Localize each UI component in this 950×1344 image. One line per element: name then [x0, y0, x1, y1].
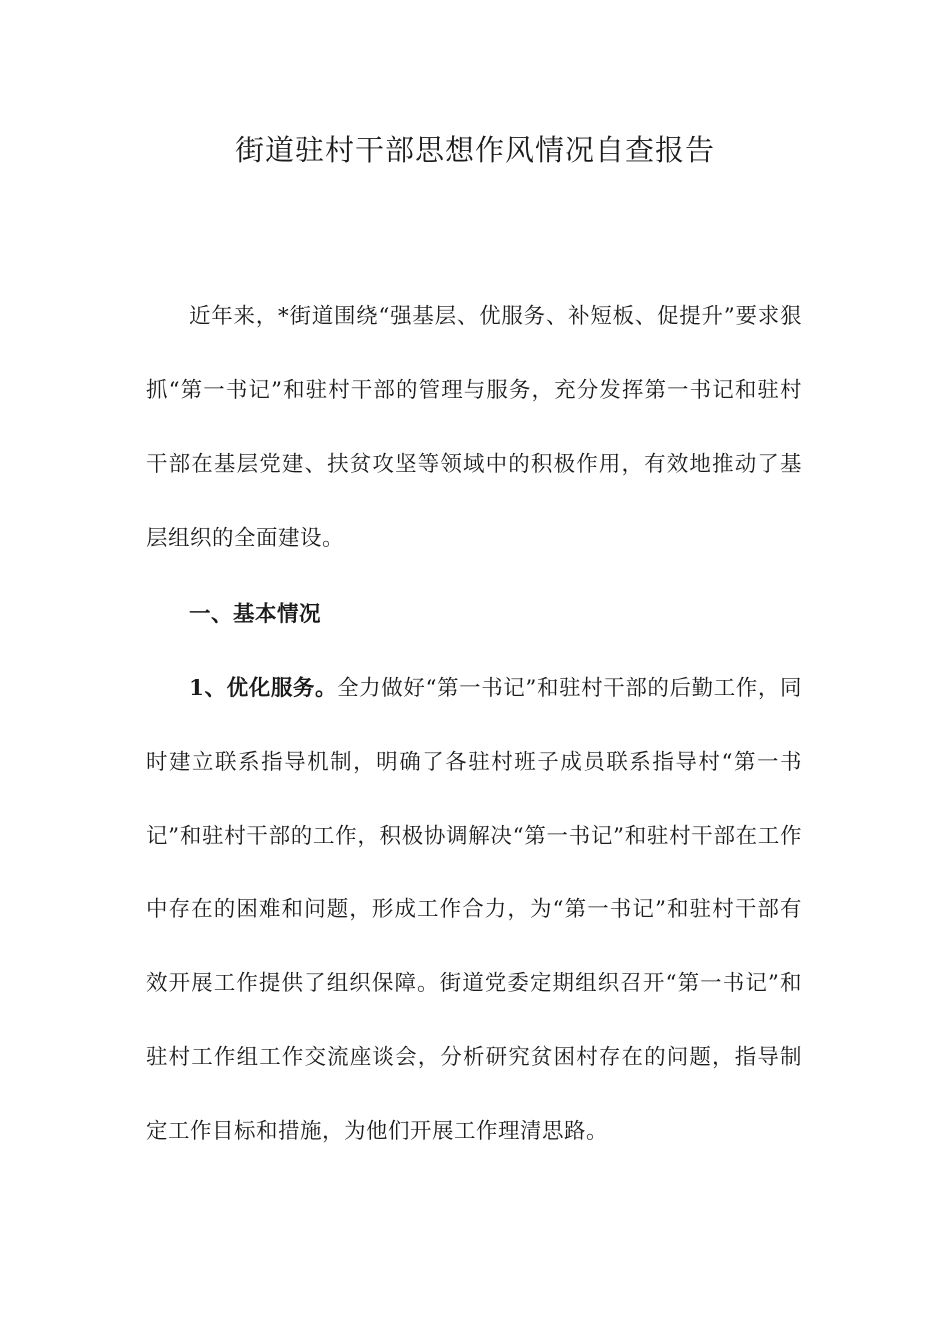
- item-1-paragraph: [146, 652, 802, 1169]
- document-title: 街道驻村干部思想作风情况自查报告: [234, 133, 715, 167]
- item-1-text: 全力做好“第一书记”和驻村干部的后勤工作，同时建立联系指导机制，明确了各驻村班子成员联系指导村“第一书记”和驻村干部的工作，积极协调解决“第一书记”和驻村干部在工作中存在的困难和问题，形成工作合力，为“第一书记”和驻村干部有效开展工作提供了组织保障。街道党委定期组织召开“第一书记”和驻村工作组工作交流座谈会，分析研究贫困村存在的问题，指导制定工作目标和措施，为他们开展工作理清思路。: [146, 676, 802, 1144]
- intro-paragraph: 近年来，*街道围绕“强基层、优服务、补短板、促提升”要求狠抓“第一书记”和驻村干部的管理与服务，充分发挥第一书记和驻村干部在基层党建、扶贫攻坚等领域中的积极作用，有效地推动了基层组织的全面建设。: [146, 304, 802, 551]
- item-1-lead: 1、优化服务。: [189, 676, 338, 701]
- section-heading-basic-situation: 一、基本情况: [189, 602, 322, 627]
